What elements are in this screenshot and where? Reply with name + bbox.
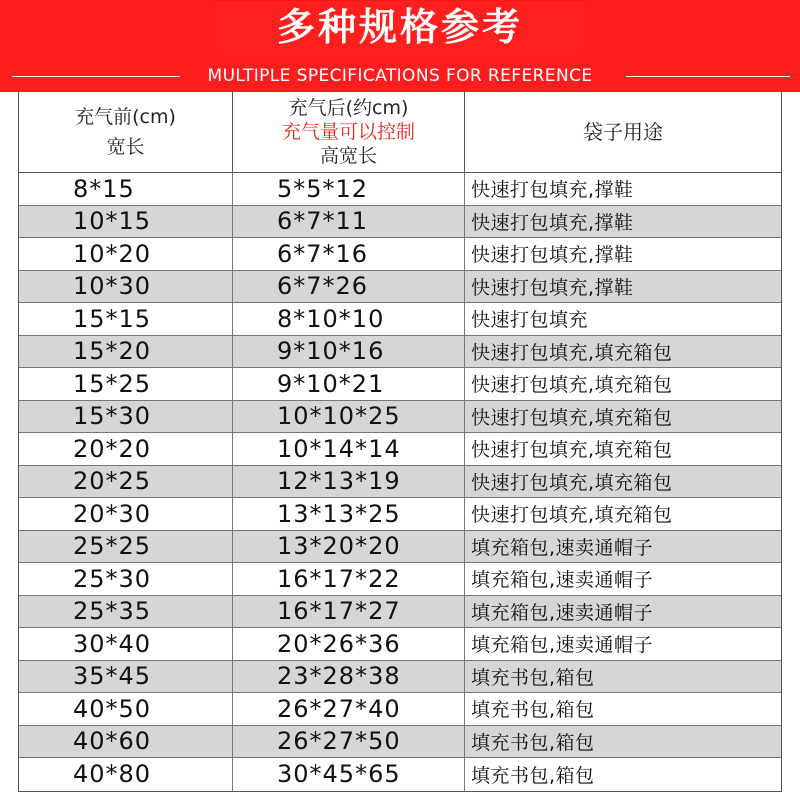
cell-size-before: 25*25 — [19, 531, 233, 563]
table-row — [19, 238, 781, 271]
cell-size-before: 8*15 — [19, 173, 233, 205]
table-body — [19, 173, 781, 791]
column-header-after-title: 充气后(约cm) — [288, 97, 409, 119]
table-row — [19, 531, 781, 564]
cell-size-after: 9*10*21 — [233, 368, 465, 400]
cell-size-before: 15*20 — [19, 336, 233, 368]
table-row — [19, 303, 781, 336]
cell-usage: 填充书包,箱包 — [471, 731, 595, 754]
table-header — [19, 92, 781, 173]
table-row — [19, 758, 781, 791]
cell-size-before: 25*35 — [19, 596, 233, 628]
column-header-before-dims: 宽长 — [106, 136, 145, 158]
table-row — [19, 433, 781, 466]
cell-size-after: 5*5*12 — [233, 173, 465, 205]
cell-size-before: 40*60 — [19, 726, 233, 758]
table-row — [19, 628, 781, 661]
cell-usage: 快速打包填充 — [471, 309, 589, 332]
table-row — [19, 271, 781, 304]
cell-usage: 快速打包填充,填充箱包 — [471, 374, 673, 397]
cell-size-after: 6*7*16 — [233, 238, 465, 270]
cell-usage: 快速打包填充,撑鞋 — [471, 244, 634, 267]
cell-size-before: 40*80 — [19, 758, 233, 791]
cell-usage: 快速打包填充,撑鞋 — [471, 211, 634, 234]
cell-size-after: 9*10*16 — [233, 336, 465, 368]
cell-size-after: 6*7*11 — [233, 206, 465, 238]
cell-size-before: 30*40 — [19, 628, 233, 660]
cell-usage: 填充箱包,速卖通帽子 — [471, 536, 654, 559]
cell-usage: 快速打包填充,填充箱包 — [471, 471, 673, 494]
cell-usage: 填充书包,箱包 — [471, 666, 595, 689]
cell-size-after: 26*27*50 — [233, 726, 465, 758]
cell-usage: 快速打包填充,填充箱包 — [471, 439, 673, 462]
column-header-before-title: 充气前(cm) — [75, 106, 176, 128]
cell-usage: 填充箱包,速卖通帽子 — [471, 569, 654, 592]
cell-usage: 快速打包填充,撑鞋 — [471, 179, 634, 202]
cell-size-before: 10*20 — [19, 238, 233, 270]
table-row — [19, 173, 781, 206]
cell-usage: 填充箱包,速卖通帽子 — [471, 634, 654, 657]
table-row — [19, 596, 781, 629]
cell-size-before: 15*30 — [19, 401, 233, 433]
page-title: 多种规格参考 — [276, 5, 523, 49]
subtitle-divider-right — [626, 76, 790, 77]
cell-size-after: 10*14*14 — [233, 433, 465, 465]
cell-size-after: 23*28*38 — [233, 661, 465, 693]
cell-usage: 填充书包,箱包 — [471, 764, 595, 787]
table-row — [19, 661, 781, 694]
cell-usage: 填充箱包,速卖通帽子 — [471, 601, 654, 624]
table-row — [19, 466, 781, 499]
column-header-after-note: 充气量可以控制 — [281, 121, 415, 143]
cell-size-before: 35*45 — [19, 661, 233, 693]
cell-size-after: 8*10*10 — [233, 303, 465, 335]
table-row — [19, 206, 781, 239]
cell-size-after: 26*27*40 — [233, 693, 465, 725]
table-row — [19, 563, 781, 596]
cell-size-before: 10*30 — [19, 271, 233, 303]
cell-size-before: 15*25 — [19, 368, 233, 400]
cell-size-before: 40*50 — [19, 693, 233, 725]
table-row — [19, 693, 781, 726]
page-subtitle: MULTIPLE SPECIFICATIONS FOR REFERENCE — [207, 66, 593, 86]
cell-size-after: 16*17*27 — [233, 596, 465, 628]
cell-usage: 快速打包填充,填充箱包 — [471, 341, 673, 364]
column-header-after — [233, 92, 465, 172]
table-row — [19, 726, 781, 759]
table-row — [19, 336, 781, 369]
cell-size-before: 20*25 — [19, 466, 233, 498]
cell-usage: 填充书包,箱包 — [471, 699, 595, 722]
cell-size-before: 15*15 — [19, 303, 233, 335]
column-header-use-title: 袋子用途 — [583, 120, 663, 144]
cell-size-after: 13*13*25 — [233, 498, 465, 530]
column-header-before — [19, 92, 233, 172]
cell-size-before: 25*30 — [19, 563, 233, 595]
cell-size-after: 12*13*19 — [233, 466, 465, 498]
table-row — [19, 401, 781, 434]
column-header-after-dims: 高宽长 — [319, 145, 377, 167]
cell-usage: 快速打包填充,撑鞋 — [471, 276, 634, 299]
header-banner — [0, 0, 800, 92]
cell-size-after: 20*26*36 — [233, 628, 465, 660]
column-header-use — [465, 92, 781, 172]
cell-size-before: 20*20 — [19, 433, 233, 465]
table-row — [19, 368, 781, 401]
cell-size-after: 13*20*20 — [233, 531, 465, 563]
cell-size-after: 30*45*65 — [233, 758, 465, 791]
cell-size-before: 20*30 — [19, 498, 233, 530]
cell-size-before: 10*15 — [19, 206, 233, 238]
cell-size-after: 10*10*25 — [233, 401, 465, 433]
cell-size-after: 16*17*22 — [233, 563, 465, 595]
table-row — [19, 498, 781, 531]
cell-usage: 快速打包填充,填充箱包 — [471, 406, 673, 429]
cell-size-after: 6*7*26 — [233, 271, 465, 303]
spec-table — [18, 92, 782, 792]
cell-usage: 快速打包填充,填充箱包 — [471, 504, 673, 527]
